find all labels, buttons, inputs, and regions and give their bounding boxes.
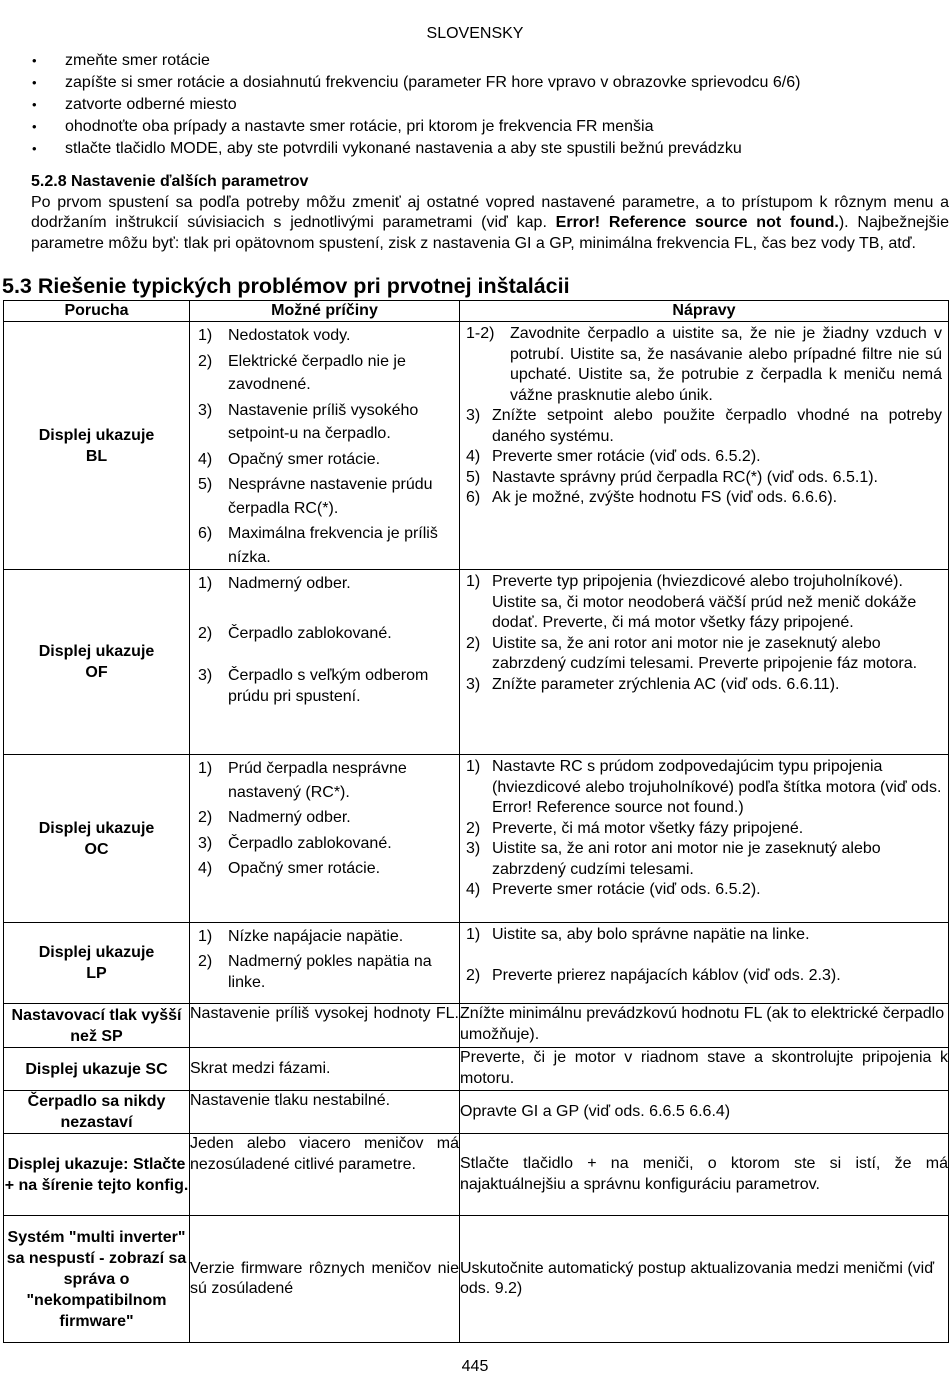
list-item: 3) Uistite sa, že ani rotor ani motor nie je zaseknutý alebo zabrzdený cudzími telesami.	[466, 840, 881, 878]
remedy-cell: Opravte GI a GP (viď ods. 6.6.5 6.6.4)	[460, 1091, 949, 1134]
list-item: 2) Nadmerný pokles napätia na linke.	[198, 952, 432, 991]
list-item: • ohodnoťte oba prípady a nastavte smer rotácie, pri ktorom je frekvencia FR menšia	[0, 116, 950, 138]
section-5-2-8	[31, 172, 949, 254]
remedy-cell: Preverte, či je motor v riadnom stave a skontrolujte pripojenia k motoru.	[460, 1048, 949, 1091]
fault-cell: Displej ukazuje: Stlačte + na šírenie tejto konfig.	[4, 1134, 190, 1216]
list-item: • zmeňte smer rotácie	[0, 50, 950, 72]
fault-cell: Nastavovací tlak vyšší než SP	[4, 1004, 190, 1048]
list-item: 2) Preverte prierez napájacích káblov (viď ods. 2.3).	[466, 966, 841, 984]
list-item: 1) Prúd čerpadla nesprávne nastavený (RC*).	[198, 760, 407, 801]
table-row	[4, 322, 949, 570]
fault-cell: Displej ukazuje LP	[4, 923, 190, 1004]
bullet-icon: •	[32, 119, 37, 134]
list-item: 3) Nastavenie príliš vysokého setpoint-u na čerpadlo.	[198, 401, 419, 442]
bullet-icon: •	[32, 53, 37, 68]
list-item: 5) Nastavte správny prúd čerpadla RC(*) (viď ods. 6.5.1).	[466, 468, 878, 486]
list-item: 5) Nesprávne nastavenie prúdu čerpadla RC(*).	[198, 476, 433, 517]
bullet-icon: •	[32, 75, 37, 90]
list-item: 2) Preverte, či má motor všetky fázy pripojené.	[466, 819, 804, 837]
remedies-cell	[460, 570, 949, 755]
cause-cell: Jeden alebo viacero meničov má nezosúladené citlivé parametre.	[190, 1134, 460, 1216]
list-item: 4) Preverte smer rotácie (viď ods. 6.5.2).	[466, 448, 761, 465]
table-row	[4, 1004, 949, 1048]
list-item: 3) Čerpadlo s veľkým odberom prúdu pri spustení.	[198, 667, 429, 705]
table-row	[4, 923, 949, 1004]
remedy-cell: Znížte minimálnu prevádzkovú hodnotu FL (ak to elektrické čerpadlo umožňuje).	[460, 1004, 949, 1048]
causes-cell	[190, 755, 460, 923]
remedies-cell	[460, 322, 949, 570]
list-item: 1) Preverte typ pripojenia (hviezdicové alebo trojuholníkové). Uistite sa, či motor neodoberá väčší prúd než menič dokáže dodať. Preverte, či má motor všetky fázy pripojené.	[466, 573, 917, 631]
list-item: 4) Opačný smer rotácie.	[198, 860, 381, 877]
cause-cell: Verzie firmware rôznych meničov nie sú zosúladené	[190, 1216, 460, 1343]
table-row	[4, 1134, 949, 1216]
remedies-cell	[460, 923, 949, 1004]
remedy-cell: Uskutočnite automatický postup aktualizovania medzi meničmi (viď ods. 9.2)	[460, 1216, 949, 1343]
list-item: 6) Ak je možné, zvýšte hodnotu FS (viď ods. 6.6.6).	[466, 489, 838, 506]
header-causes: Možné príčiny	[190, 301, 460, 322]
list-item: 2) Čerpadlo zablokované.	[198, 624, 392, 642]
error-reference: Error! Reference source not found.	[555, 214, 839, 232]
list-item: 6) Maximálna frekvencia je príliš nízka.	[198, 525, 438, 566]
table-row	[4, 755, 949, 923]
bullet-icon: •	[32, 141, 37, 156]
list-item: • stlačte tlačidlo MODE, aby ste potvrdili vykonané nastavenia a aby ste spustili bežnú prevádzku	[0, 138, 950, 160]
list-item: 2) Nadmerný odber.	[198, 809, 351, 826]
remedies-cell	[460, 755, 949, 923]
list-item: • zatvorte odberné miesto	[0, 94, 950, 116]
bullet-icon: •	[32, 97, 37, 112]
page-header: SLOVENSKY	[426, 25, 524, 42]
table-row	[4, 570, 949, 755]
section-paragraph: Po prvom spustení sa podľa potreby môžu zmeniť aj ostatné vopred nastavené parametre, a to prístupom k rôznym menu a dodržaním inštrukcií súvisiacich s jednotlivými parametrami (viď kap. Error! Reference source not found.). Najbežnejšie parametre môžu byť: tlak pri opätovnom spustení, zisk z nastavenia GI a GP, minimálna frekvencia FL, čas bez vody TB, atď.	[31, 193, 950, 252]
list-item: 1) Uistite sa, aby bolo správne napätie na linke.	[466, 926, 810, 943]
bullet-list	[0, 50, 950, 160]
fault-cell: Displej ukazuje SC	[4, 1048, 190, 1091]
table-row	[4, 1216, 949, 1343]
list-item: 3) Znížte setpoint alebo použite čerpadlo vhodné na potreby daného systému.	[466, 407, 942, 445]
remedy-cell: Stlačte tlačidlo + na meniči, o ktorom ste si istí, že má najaktuálnejšiu a správnu konfiguráciu parametrov.	[460, 1134, 949, 1216]
table-row	[4, 1091, 949, 1134]
header-fault: Porucha	[4, 301, 190, 322]
cause-cell: Nastavenie tlaku nestabilné.	[190, 1091, 460, 1134]
list-item: 1) Nízke napájacie napätie.	[198, 928, 404, 945]
fault-cell: Displej ukazuje OF	[4, 570, 190, 755]
list-item: 3) Čerpadlo zablokované.	[198, 834, 392, 852]
table-row	[4, 1048, 949, 1091]
section-5-3-heading: 5.3 Riešenie typických problémov pri prvotnej inštalácii	[2, 274, 570, 298]
list-item: 4) Opačný smer rotácie.	[198, 450, 381, 468]
troubleshooting-table	[3, 300, 949, 1343]
cause-cell: Skrat medzi fázami.	[190, 1048, 460, 1091]
fault-cell: Displej ukazuje OC	[4, 755, 190, 923]
list-item: 3) Znížte parameter zrýchlenia AC (viď ods. 6.6.11).	[466, 675, 840, 693]
list-item: • zapíšte si smer rotácie a dosiahnutú frekvenciu (parameter FR hore vpravo v obrazovke sprievodcu 6/6)	[0, 72, 950, 94]
header-remedies: Nápravy	[460, 301, 949, 322]
list-item: 1) Nedostatok vody.	[198, 327, 351, 344]
causes-cell	[190, 570, 460, 755]
list-item: 2) Uistite sa, že ani rotor ani motor nie je zaseknutý alebo zabrzdený cudzími telesami. Preverte pripojenie fáz motora.	[466, 634, 918, 672]
fault-cell: Čerpadlo sa nikdy nezastaví	[4, 1091, 190, 1134]
causes-cell	[190, 923, 460, 1004]
table-header-row	[4, 301, 949, 322]
page-number: 445	[461, 1358, 489, 1375]
fault-cell: Displej ukazuje BL	[4, 322, 190, 570]
list-item: 1) Nadmerný odber.	[198, 575, 351, 592]
list-item: 1) Nastavte RC s prúdom zodpovedajúcim typu pripojenia (hviezdicové alebo trojuholníkové) podľa štítka motora (viď ods. Error! Reference source not found.)	[466, 758, 942, 816]
fault-cell: Systém "multi inverter" sa nespustí - zobrazí sa správa o "nekompatibilnom firmware"	[4, 1216, 190, 1343]
list-item: 4) Preverte smer rotácie (viď ods. 6.5.2).	[466, 881, 761, 898]
list-item: 1-2) Zavodnite čerpadlo a uistite sa, že nie je žiadny vzduch v potrubí. Uistite sa, že nasávanie alebo prípadné filtre nie sú upchaté. Uistite sa, že potrubie z čerpadla k meniču nemá vážne prasknutie alebo únik.	[466, 325, 942, 404]
causes-cell	[190, 322, 460, 570]
cause-cell: Nastavenie príliš vysokej hodnoty FL.	[190, 1004, 460, 1048]
list-item: 2) Elektrické čerpadlo nie je zavodnené.	[198, 352, 406, 393]
section-heading: 5.2.8 Nastavenie ďalších parametrov	[31, 173, 309, 190]
